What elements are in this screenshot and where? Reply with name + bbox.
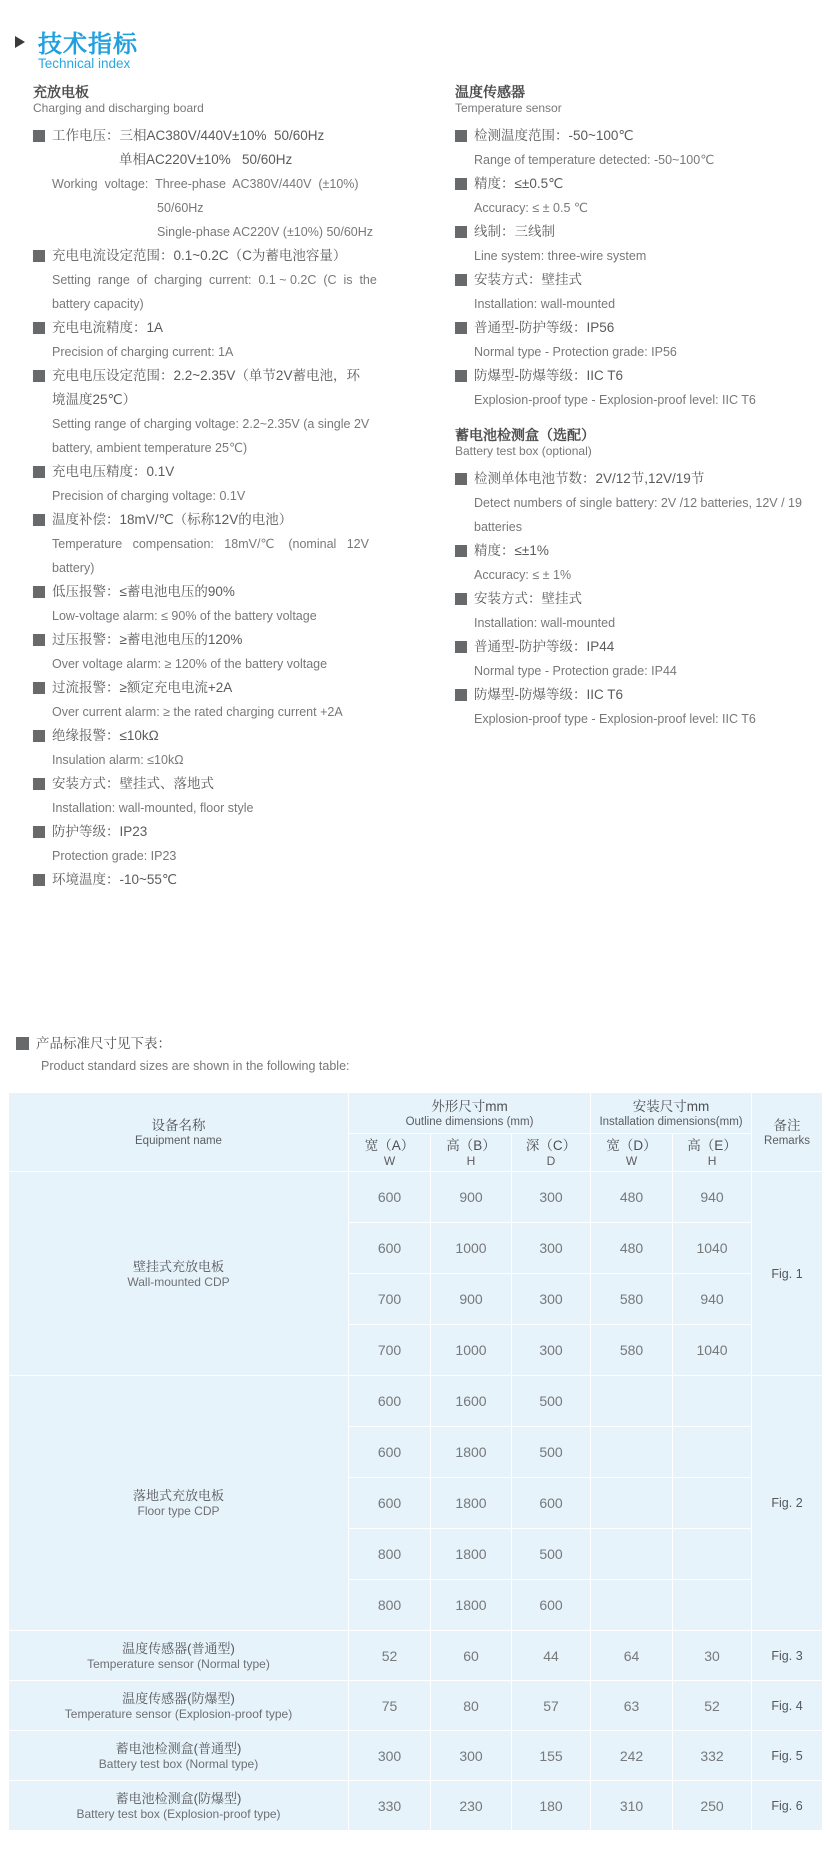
spec-line-text: Precision of charging current: 1A — [52, 345, 234, 359]
subheader-en: W — [625, 1154, 638, 1168]
spec-line-text: 充电电流设定范围：0.1~0.2C（C为蓄电池容量） — [52, 248, 347, 263]
spec-line-text: Single-phase AC220V (±10%) 50/60Hz — [157, 225, 374, 239]
size-note-cn: 产品标准尺寸见下表： — [36, 1036, 171, 1051]
size-value-cell — [591, 1478, 673, 1529]
header-remarks-cn: 备注 — [773, 1117, 801, 1133]
equipment-name-cell — [9, 1172, 349, 1376]
spec-line — [33, 580, 435, 604]
table-row — [9, 1781, 823, 1831]
spec-line — [33, 676, 435, 700]
size-value-cell: 1800 — [431, 1478, 512, 1529]
equipment-name-cell — [9, 1631, 349, 1681]
spec-line-text: 绝缘报警：≤10kΩ — [52, 728, 159, 743]
spec-line-text: 安装方式：壁挂式 — [474, 591, 582, 606]
spec-line-text: Accuracy: ≤ ± 0.5 ℃ — [474, 201, 588, 215]
square-bullet-icon — [33, 130, 45, 142]
section-heading-cn: 温度传感器 — [455, 84, 525, 100]
spec-line — [455, 515, 827, 539]
spec-line-text: Temperature compensation: 18mV/℃ (nominal 12V — [52, 537, 369, 551]
spec-column-left — [33, 84, 435, 892]
size-value-cell — [673, 1478, 752, 1529]
size-value-cell: 64 — [591, 1631, 673, 1681]
spec-line — [33, 532, 435, 556]
spec-line — [33, 628, 435, 652]
header-outline-cn: 外形尺寸mm — [431, 1098, 508, 1114]
spec-section-battery-test-box — [455, 427, 827, 731]
equipment-name-cell — [9, 1681, 349, 1731]
spec-section-temperature-sensor — [455, 84, 827, 412]
size-value-cell: 580 — [591, 1274, 673, 1325]
size-value-cell: 30 — [673, 1631, 752, 1681]
equipment-name-cn: 落地式充放电板 — [132, 1488, 224, 1503]
spec-line — [33, 748, 435, 772]
spec-line-text: Installation: wall-mounted — [474, 616, 616, 630]
size-value-cell: 250 — [673, 1781, 752, 1831]
subheader-en: H — [707, 1154, 717, 1168]
size-value-cell: 300 — [349, 1731, 431, 1781]
square-bullet-icon — [455, 641, 467, 653]
spec-line — [33, 724, 435, 748]
equipment-name-cn: 壁挂式充放电板 — [132, 1258, 224, 1274]
square-bullet-icon — [455, 370, 467, 382]
spec-line-text: Precision of charging voltage: 0.1V — [52, 489, 246, 503]
spec-line — [33, 508, 435, 532]
spec-line-text: Setting range of charging voltage: 2.2~2.35V (a single 2V — [52, 417, 370, 431]
spec-line-text: Installation: wall-mounted, floor style — [52, 801, 254, 815]
size-value-cell: 300 — [512, 1223, 591, 1274]
spec-line — [455, 707, 827, 731]
spec-line-text: 安装方式：壁挂式、落地式 — [52, 776, 214, 791]
spec-line — [33, 436, 435, 460]
spec-line — [455, 196, 827, 220]
size-note-en: Product standard sizes are shown in the following table: — [41, 1059, 350, 1073]
remark-cell: Fig. 3 — [752, 1631, 823, 1681]
subheader-en: H — [466, 1154, 476, 1168]
spec-line — [33, 124, 435, 148]
size-value-cell: 332 — [673, 1731, 752, 1781]
spec-line-text: Normal type - Protection grade: IP44 — [474, 664, 677, 678]
size-value-cell — [673, 1529, 752, 1580]
header-install-en: Installation dimensions(mm) — [599, 1115, 743, 1128]
spec-line-text: 工作电压：三相AC380V/440V±10% 50/60Hz — [52, 128, 325, 143]
size-value-cell: 1800 — [431, 1427, 512, 1478]
table-row — [9, 1681, 823, 1731]
spec-line — [33, 340, 435, 364]
spec-line — [33, 292, 435, 316]
equipment-name-cn: 蓄电池检测盒(防爆型) — [115, 1790, 242, 1806]
spec-line-text: 防爆型-防爆等级：IIC T6 — [474, 687, 624, 702]
subheader-cn: 高（E） — [687, 1138, 737, 1153]
spec-line-text: 防爆型-防爆等级：IIC T6 — [474, 368, 624, 383]
size-value-cell: 700 — [349, 1274, 431, 1325]
page-subtitle: Technical index — [38, 56, 131, 71]
spec-line — [455, 539, 827, 563]
spec-line-text: 普通型-防护等级：IP56 — [474, 320, 615, 335]
spec-column-right — [455, 84, 827, 731]
spec-line — [455, 124, 827, 148]
spec-line-text: battery) — [52, 561, 95, 575]
spec-line-text: 过流报警：≥额定充电电流+2A — [52, 680, 233, 695]
size-value-cell: 600 — [512, 1478, 591, 1529]
size-value-cell: 300 — [431, 1731, 512, 1781]
square-bullet-icon — [33, 322, 45, 334]
size-value-cell — [591, 1529, 673, 1580]
table-row — [9, 1731, 823, 1781]
spec-line-text: 充电电压设定范围：2.2~2.35V（单节2V蓄电池，环 — [52, 368, 360, 383]
spec-line-text: Explosion-proof type - Explosion-proof level: IIC T6 — [474, 393, 756, 407]
subheader-cell — [349, 1134, 431, 1172]
spec-line-text: Over current alarm: ≥ the rated charging current +2A — [52, 705, 343, 719]
size-value-cell — [591, 1580, 673, 1631]
spec-line-text: 精度：≤±1% — [474, 543, 549, 558]
remark-cell: Fig. 6 — [752, 1781, 823, 1831]
spec-line-text: Range of temperature detected: -50~100℃ — [474, 153, 715, 167]
spec-line — [455, 148, 827, 172]
size-value-cell: 700 — [349, 1325, 431, 1376]
size-value-cell: 63 — [591, 1681, 673, 1731]
size-value-cell: 1800 — [431, 1580, 512, 1631]
size-value-cell — [673, 1580, 752, 1631]
remark-cell: Fig. 2 — [752, 1376, 823, 1631]
spec-line — [455, 220, 827, 244]
spec-line — [33, 412, 435, 436]
subheader-cell — [591, 1134, 673, 1172]
square-bullet-icon — [33, 682, 45, 694]
spec-line-text: 环境温度：-10~55℃ — [52, 872, 178, 887]
size-value-cell: 600 — [349, 1427, 431, 1478]
size-value-cell: 1800 — [431, 1529, 512, 1580]
square-bullet-icon — [455, 689, 467, 701]
square-bullet-icon — [33, 370, 45, 382]
size-value-cell — [673, 1376, 752, 1427]
spec-line-text: battery capacity) — [52, 297, 144, 311]
section-heading-en: Charging and discharging board — [33, 101, 204, 115]
size-value-cell: 580 — [591, 1325, 673, 1376]
square-bullet-icon — [33, 514, 45, 526]
spec-line-text: Normal type - Protection grade: IP56 — [474, 345, 677, 359]
spec-line-text: 温度补偿：18mV/℃（标称12V的电池） — [52, 512, 293, 527]
spec-line-text: 单相AC220V±10% 50/60Hz — [119, 152, 293, 167]
size-value-cell: 230 — [431, 1781, 512, 1831]
size-value-cell: 500 — [512, 1427, 591, 1478]
size-value-cell: 600 — [512, 1580, 591, 1631]
spec-line — [455, 491, 827, 515]
spec-line-text: 安装方式：壁挂式 — [474, 272, 582, 287]
spec-line — [33, 556, 435, 580]
header-install-cn: 安装尺寸mm — [632, 1098, 710, 1114]
square-bullet-icon — [455, 274, 467, 286]
spec-line — [33, 844, 435, 868]
subheader-en: W — [383, 1154, 396, 1168]
spec-line-text: Explosion-proof type - Explosion-proof level: IIC T6 — [474, 712, 756, 726]
equipment-name-en: Temperature sensor (Normal type) — [87, 1656, 270, 1671]
size-value-cell: 242 — [591, 1731, 673, 1781]
spec-line — [33, 484, 435, 508]
section-heading-en: Battery test box (optional) — [455, 444, 592, 458]
equipment-name-cell — [9, 1731, 349, 1781]
square-bullet-icon — [16, 1037, 29, 1050]
spec-line-text: 防护等级：IP23 — [52, 824, 148, 839]
table-row — [9, 1376, 823, 1427]
spec-line-text: 低压报警：≤蓄电池电压的90% — [52, 584, 235, 599]
size-value-cell: 155 — [512, 1731, 591, 1781]
size-value-cell: 600 — [349, 1376, 431, 1427]
spec-line-text: Accuracy: ≤ ± 1% — [474, 568, 572, 582]
square-bullet-icon — [33, 730, 45, 742]
equipment-name-cell — [9, 1781, 349, 1831]
size-value-cell: 1600 — [431, 1376, 512, 1427]
header-equipment-cell — [9, 1093, 349, 1172]
size-value-cell: 800 — [349, 1580, 431, 1631]
equipment-name-en: Temperature sensor (Explosion-proof type) — [64, 1706, 293, 1721]
spec-line-text: Low-voltage alarm: ≤ 90% of the battery voltage — [52, 609, 317, 623]
equipment-name-cell — [9, 1376, 349, 1631]
square-bullet-icon — [455, 593, 467, 605]
spec-line — [33, 220, 435, 244]
size-value-cell: 1040 — [673, 1223, 752, 1274]
spec-line-text: 过压报警：≥蓄电池电压的120% — [52, 632, 243, 647]
spec-line-text: 普通型-防护等级：IP44 — [474, 639, 615, 654]
table-row — [9, 1172, 823, 1223]
size-value-cell: 940 — [673, 1274, 752, 1325]
header-equipment-cn: 设备名称 — [151, 1117, 206, 1133]
section-heading-cn: 蓄电池检测盒（选配） — [455, 427, 595, 443]
equipment-name-en: Battery test box (Normal type) — [98, 1756, 259, 1771]
spec-line — [455, 587, 827, 611]
header-outline-en: Outline dimensions (mm) — [405, 1115, 534, 1128]
size-value-cell: 1000 — [431, 1223, 512, 1274]
size-value-cell: 600 — [349, 1223, 431, 1274]
size-value-cell: 940 — [673, 1172, 752, 1223]
header-remarks-en: Remarks — [764, 1134, 811, 1147]
size-value-cell: 800 — [349, 1529, 431, 1580]
spec-line — [455, 292, 827, 316]
equipment-name-cn: 蓄电池检测盒(普通型) — [115, 1740, 242, 1756]
square-bullet-icon — [33, 778, 45, 790]
square-bullet-icon — [455, 178, 467, 190]
spec-line — [33, 772, 435, 796]
spec-line — [33, 364, 435, 388]
size-value-cell: 480 — [591, 1172, 673, 1223]
square-bullet-icon — [455, 226, 467, 238]
spec-line — [455, 268, 827, 292]
spec-section-charging-board — [33, 84, 435, 892]
spec-line-text: 检测单体电池节数：2V/12节,12V/19节 — [474, 471, 705, 486]
remark-cell: Fig. 1 — [752, 1172, 823, 1376]
size-value-cell: 500 — [512, 1376, 591, 1427]
spec-line-text: battery, ambient temperature 25℃) — [52, 441, 248, 455]
spec-line — [455, 388, 827, 412]
spec-line-text: Insulation alarm: ≤10kΩ — [52, 753, 184, 767]
size-value-cell — [673, 1427, 752, 1478]
size-value-cell — [591, 1376, 673, 1427]
square-bullet-icon — [33, 634, 45, 646]
size-value-cell: 1000 — [431, 1325, 512, 1376]
spec-line — [33, 820, 435, 844]
spec-line — [33, 388, 435, 412]
subheader-cn: 宽（D） — [606, 1138, 657, 1153]
subheader-cell — [673, 1134, 752, 1172]
size-value-cell: 600 — [349, 1478, 431, 1529]
spec-line — [455, 659, 827, 683]
spec-line — [455, 340, 827, 364]
spec-line-text: batteries — [474, 520, 522, 534]
subheader-cell — [512, 1134, 591, 1172]
subheader-cell — [431, 1134, 512, 1172]
table-row — [9, 1631, 823, 1681]
spec-line-text: Protection grade: IP23 — [52, 849, 177, 863]
spec-line-text: Working voltage: Three-phase AC380V/440V (±10%) — [52, 177, 359, 191]
square-bullet-icon — [455, 473, 467, 485]
spec-line — [33, 148, 435, 172]
size-value-cell: 52 — [349, 1631, 431, 1681]
spec-line — [33, 244, 435, 268]
spec-line — [33, 868, 435, 892]
spec-line-text: Over voltage alarm: ≥ 120% of the battery voltage — [52, 657, 328, 671]
spec-line — [33, 172, 435, 196]
spec-line-text: 精度：≤±0.5℃ — [474, 176, 564, 191]
spec-line — [33, 796, 435, 820]
remark-cell: Fig. 5 — [752, 1731, 823, 1781]
subheader-cn: 深（C） — [525, 1138, 577, 1153]
spec-line-text: 50/60Hz — [157, 201, 204, 215]
spec-line-text: Detect numbers of single battery: 2V /12 batteries, 12V / 19 — [474, 496, 802, 510]
spec-line — [33, 604, 435, 628]
size-table-wrap — [8, 1092, 823, 1831]
size-value-cell: 1040 — [673, 1325, 752, 1376]
size-value-cell: 57 — [512, 1681, 591, 1731]
spec-line-text: Installation: wall-mounted — [474, 297, 616, 311]
spec-line — [455, 316, 827, 340]
spec-line-text: 检测温度范围：-50~100℃ — [474, 128, 634, 143]
section-heading-cn: 充放电板 — [33, 84, 89, 100]
header-remarks-cell — [752, 1093, 823, 1172]
size-value-cell: 310 — [591, 1781, 673, 1831]
size-value-cell: 300 — [512, 1274, 591, 1325]
spec-line — [33, 268, 435, 292]
size-value-cell: 300 — [512, 1325, 591, 1376]
spec-line-text: Line system: three-wire system — [474, 249, 647, 263]
square-bullet-icon — [33, 586, 45, 598]
square-bullet-icon — [33, 874, 45, 886]
equipment-name-cn: 温度传感器(防爆型) — [122, 1690, 235, 1706]
spec-line — [33, 700, 435, 724]
spec-line — [455, 683, 827, 707]
square-bullet-icon — [455, 545, 467, 557]
page-title: 技术指标 — [38, 31, 138, 58]
equipment-name-en: Battery test box (Explosion-proof type) — [76, 1806, 281, 1821]
spec-line-text: 充电电压精度：0.1V — [52, 464, 175, 479]
square-bullet-icon — [455, 130, 467, 142]
header-equipment-en: Equipment name — [135, 1134, 222, 1147]
header-outline-cell — [349, 1093, 591, 1134]
equipment-name-cn: 温度传感器(普通型) — [122, 1640, 235, 1656]
spec-line-text: Setting range of charging current: 0.1 ~ 0.2C (C is the — [52, 273, 377, 287]
header-install-cell — [591, 1093, 752, 1134]
spec-line — [455, 172, 827, 196]
size-value-cell: 60 — [431, 1631, 512, 1681]
spec-line — [455, 563, 827, 587]
spec-line — [33, 316, 435, 340]
size-value-cell — [591, 1427, 673, 1478]
spec-line-text: 线制：三线制 — [474, 224, 555, 239]
equipment-name-en: Floor type CDP — [137, 1504, 220, 1518]
subheader-en: D — [546, 1154, 556, 1168]
spec-line-text: 境温度25℃） — [52, 392, 137, 407]
size-value-cell: 330 — [349, 1781, 431, 1831]
spec-line — [33, 652, 435, 676]
subheader-cn: 高（B） — [446, 1138, 496, 1153]
section-marker-icon — [15, 36, 25, 48]
section-heading-en: Temperature sensor — [455, 101, 562, 115]
size-value-cell: 44 — [512, 1631, 591, 1681]
size-value-cell: 52 — [673, 1681, 752, 1731]
size-table — [8, 1092, 823, 1831]
square-bullet-icon — [455, 322, 467, 334]
remark-cell: Fig. 4 — [752, 1681, 823, 1731]
size-value-cell: 480 — [591, 1223, 673, 1274]
spec-line — [33, 196, 435, 220]
spec-line — [455, 364, 827, 388]
equipment-name-en: Wall-mounted CDP — [127, 1274, 230, 1289]
spec-line-text: 充电电流精度：1A — [52, 320, 164, 335]
size-value-cell: 600 — [349, 1172, 431, 1223]
size-value-cell: 80 — [431, 1681, 512, 1731]
size-note — [16, 1033, 350, 1077]
subheader-cn: 宽（A） — [364, 1138, 415, 1153]
size-value-cell: 900 — [431, 1172, 512, 1223]
size-value-cell: 900 — [431, 1274, 512, 1325]
spec-line — [455, 611, 827, 635]
size-value-cell: 300 — [512, 1172, 591, 1223]
spec-line — [455, 467, 827, 491]
size-value-cell: 500 — [512, 1529, 591, 1580]
square-bullet-icon — [33, 250, 45, 262]
square-bullet-icon — [33, 826, 45, 838]
spec-line — [33, 460, 435, 484]
spec-line — [455, 244, 827, 268]
spec-line — [455, 635, 827, 659]
square-bullet-icon — [33, 466, 45, 478]
size-value-cell: 75 — [349, 1681, 431, 1731]
table-header-row — [9, 1093, 823, 1134]
size-value-cell: 180 — [512, 1781, 591, 1831]
